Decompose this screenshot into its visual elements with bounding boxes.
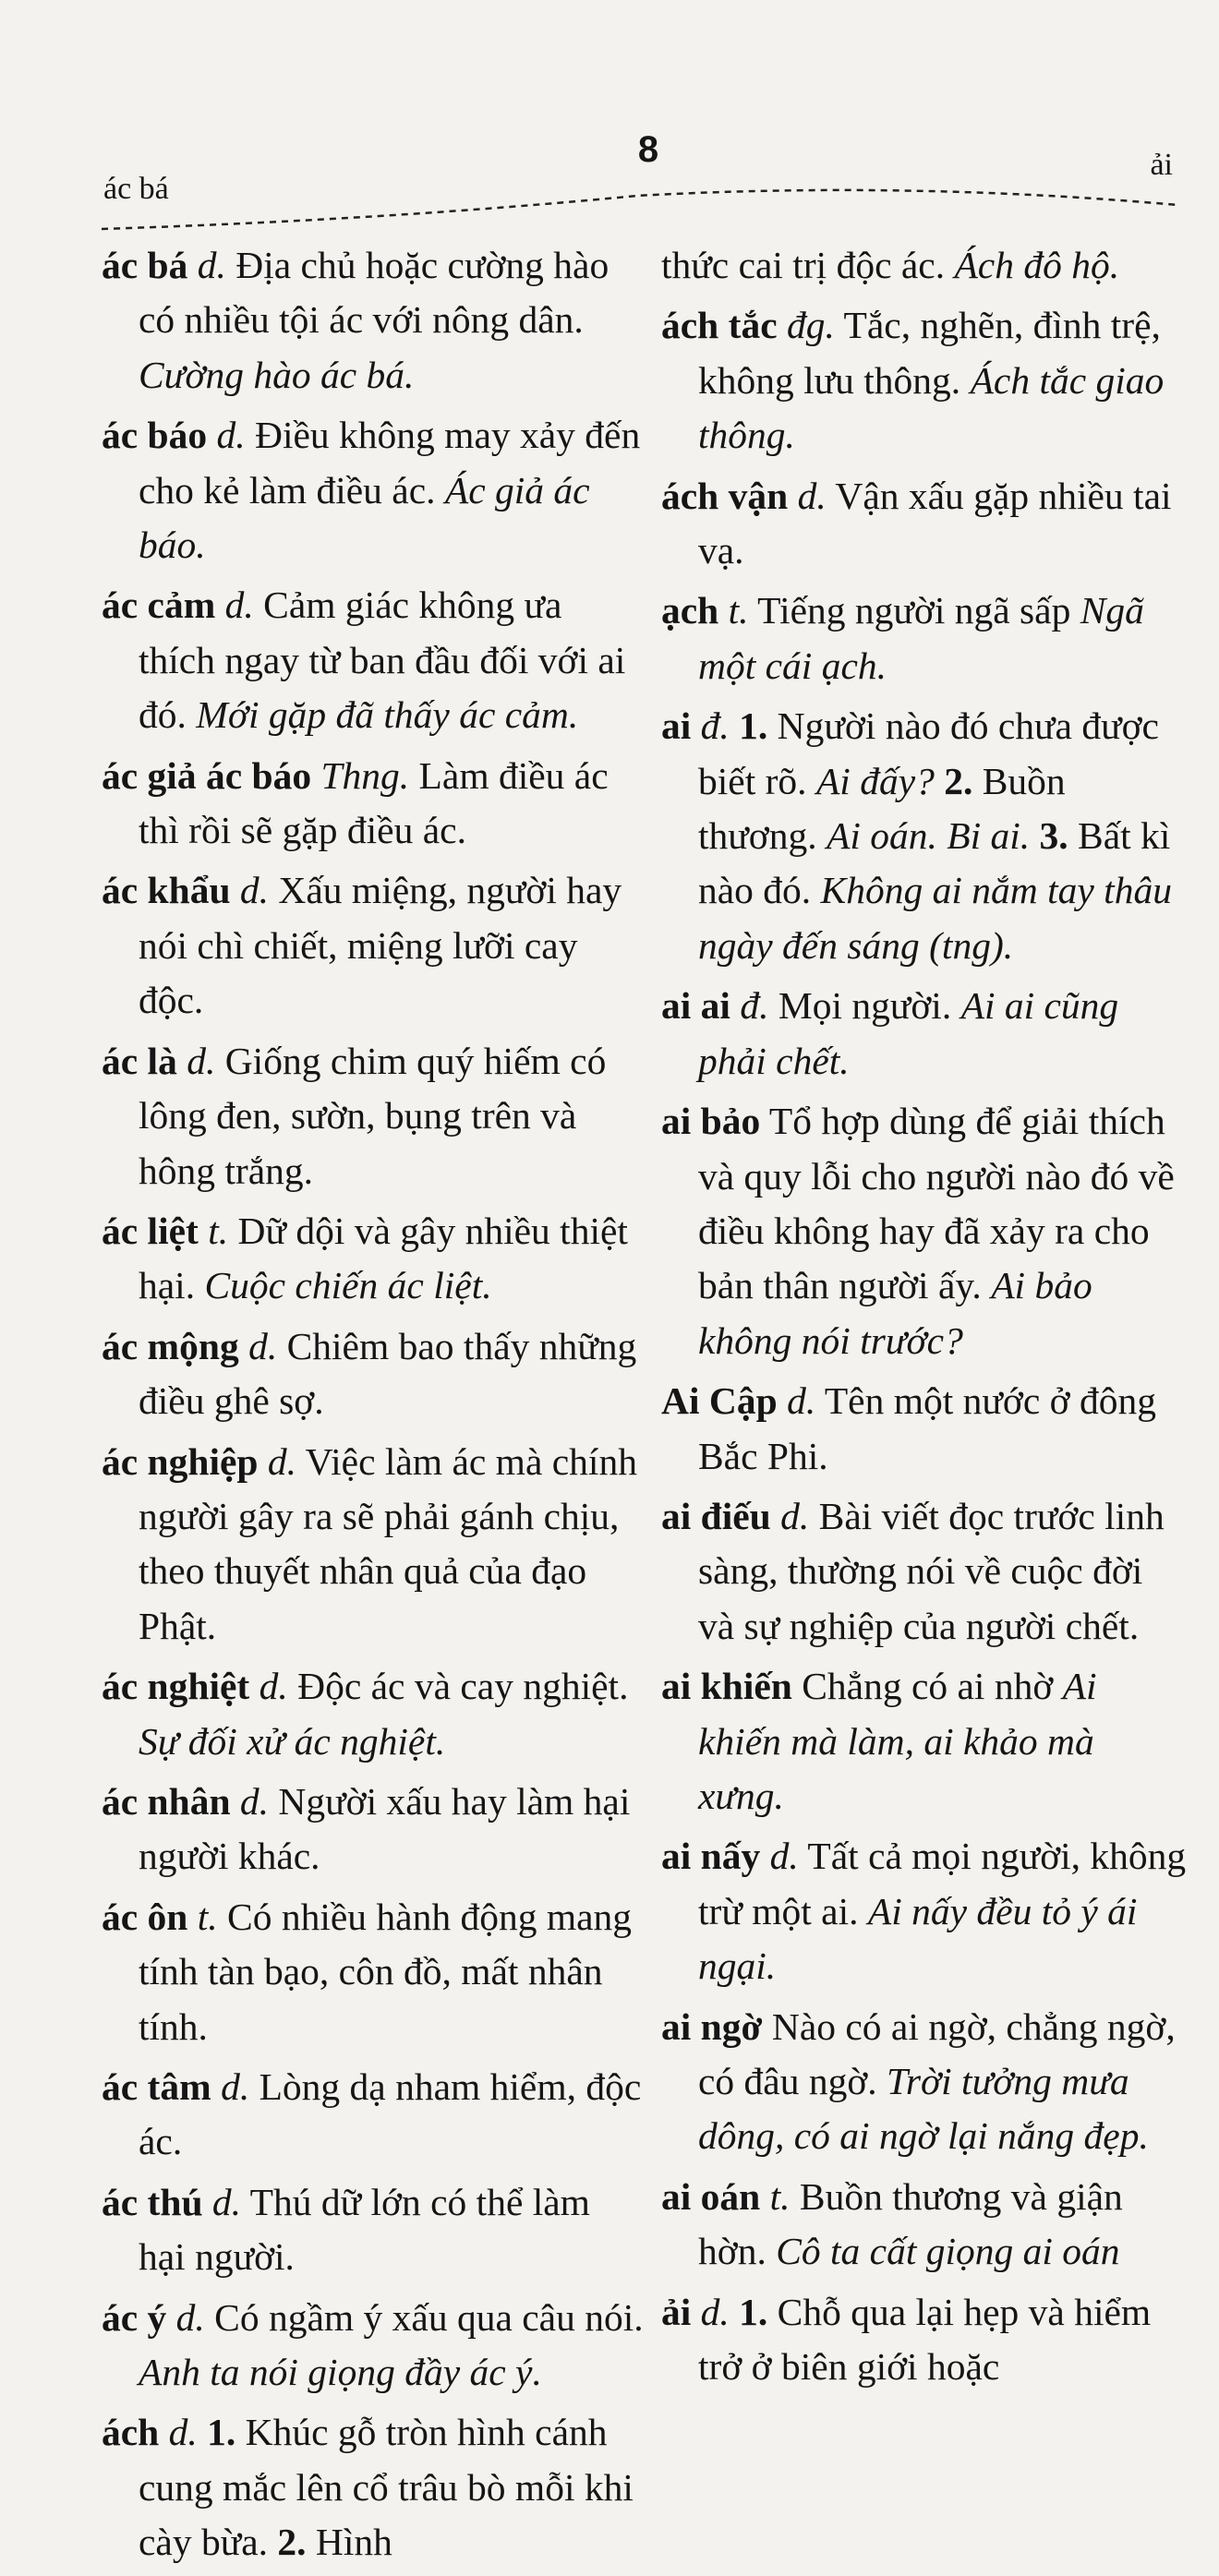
entry-ac-bao: ác báo d. Điều không may xảy đến cho kẻ làm điều ác. Ác giả ác báo.	[102, 414, 641, 567]
entry-ai-dieu: ai điếu d. Bài viết đọc trước linh sàng, thường nói về cuộc đời và sự nghiệp của người chết.	[661, 1494, 1165, 1647]
entry-ai-oan: ai oán t. Buồn thương và giận hờn. Cô ta cất giọng ai oán	[661, 2174, 1123, 2273]
entry-ai-nay: ai nấy d. Tất cả mọi người, không trừ một ai. Ai nấy đều tỏ ý ái ngại.	[661, 1835, 1187, 1988]
entry-ac-nhan: ác nhân d. Người xấu hay làm hại người khác.	[102, 1779, 631, 1878]
entry-ach-tac: ách tắc đg. Tắc, nghẽn, đình trệ, không lưu thông. Ách tắc giao thông.	[661, 304, 1165, 457]
guide-word-left: ác bá	[103, 172, 169, 206]
entry-ac-khau: ác khẩu d. Xấu miệng, người hay nói chì chiết, miệng lưỡi cay độc.	[102, 869, 622, 1022]
entry-ach-continued: thức cai trị độc ác. Ách đô hộ.	[661, 244, 1120, 286]
entry-ac-y: ác ý d. Có ngầm ý xấu qua câu nói. Anh ta nói giọng đầy ác ý.	[102, 2295, 644, 2394]
entry-ach-van: ách vận d. Vận xấu gặp nhiều tai vạ.	[661, 474, 1172, 572]
entry-ach-dot: ạch t. Tiếng người ngã sấp Ngã một cái ạch.	[661, 589, 1144, 687]
entry-ai-bao: ai bảo Tổ hợp dùng để giải thích và quy lỗi cho người nào đó về điều không hay đã xảy ra cho bản thân người ấy. Ai bảo không nói trước?	[661, 1100, 1175, 1362]
entry-ac-liet: ác liệt t. Dữ dội và gây nhiều thiệt hại. Cuộc chiến ác liệt.	[102, 1209, 628, 1307]
right-column	[661, 238, 1188, 2400]
entry-ai-ai: ai ai đ. Mọi người. Ai ai cũng phải chết.	[661, 984, 1119, 1082]
entry-ai-hoi: ải d. 1. Chỗ qua lại hẹp và hiểm trở ở biên giới hoặc	[661, 2290, 1152, 2389]
entry-ai-cap: Ai Cập d. Tên một nước ở đông Bắc Phi.	[661, 1379, 1156, 1477]
entry-ac-mong: ác mộng d. Chiêm bao thấy những điều ghê sợ.	[102, 1324, 637, 1423]
entry-ac-cam: ác cảm d. Cảm giác không ưa thích ngay từ ban đầu đối với ai đó. Mới gặp đã thấy ác cảm.	[102, 584, 626, 737]
entry-ac-ba: ác bá d. Địa chủ hoặc cường hào có nhiều tội ác với nông dân. Cường hào ác bá.	[102, 244, 610, 396]
entry-ac-gia-ac-bao: ác giả ác báo Thng. Làm điều ác thì rồi sẽ gặp điều ác.	[102, 753, 609, 852]
entry-ai-ngo: ai ngờ Nào có ai ngờ, chẳng ngờ, có đâu ngờ. Trời tưởng mưa dông, có ai ngờ lại nắng đẹp.	[661, 2004, 1176, 2158]
entry-ac-la: ác là d. Giống chim quý hiếm có lông đen, sườn, bụng trên và hông trắng.	[102, 1039, 607, 1192]
entry-ach: ách d. 1. Khúc gỗ tròn hình cánh cung mắc lên cổ trâu bò mỗi khi cày bừa. 2. Hình	[102, 2411, 634, 2564]
entry-ai: ai đ. 1. Người nào đó chưa được biết rõ. Ai đấy? 2. Buồn thương. Ai oán. Bi ai. 3. Bất kì nào đó. Không ai nắm tay thâu ngày đến sáng (tng).	[661, 704, 1172, 967]
header-rule	[0, 0, 1219, 259]
left-column	[102, 238, 646, 2576]
entry-ac-nghiet: ác nghiệt d. Độc ác và cay nghiệt. Sự đối xử ác nghiệt.	[102, 1665, 629, 1763]
entry-ac-nghiep: ác nghiệp d. Việc làm ác mà chính người gây ra sẽ phải gánh chịu, theo thuyết nhân quả của đạo Phật.	[102, 1439, 637, 1647]
entry-ac-thu: ác thú d. Thú dữ lớn có thể làm hại người.	[102, 2180, 590, 2279]
entry-ac-tam: ác tâm d. Lòng dạ nham hiểm, độc ác.	[102, 2065, 642, 2163]
page-number: 8	[637, 129, 659, 170]
entry-ai-khien: ai khiến Chẳng có ai nhờ Ai khiến mà làm, ai khảo mà xưng.	[661, 1665, 1097, 1817]
entry-ac-on: ác ôn t. Có nhiều hành động mang tính tàn bạo, côn đồ, mất nhân tính.	[102, 1895, 633, 2048]
guide-word-right: ải	[1150, 148, 1173, 182]
